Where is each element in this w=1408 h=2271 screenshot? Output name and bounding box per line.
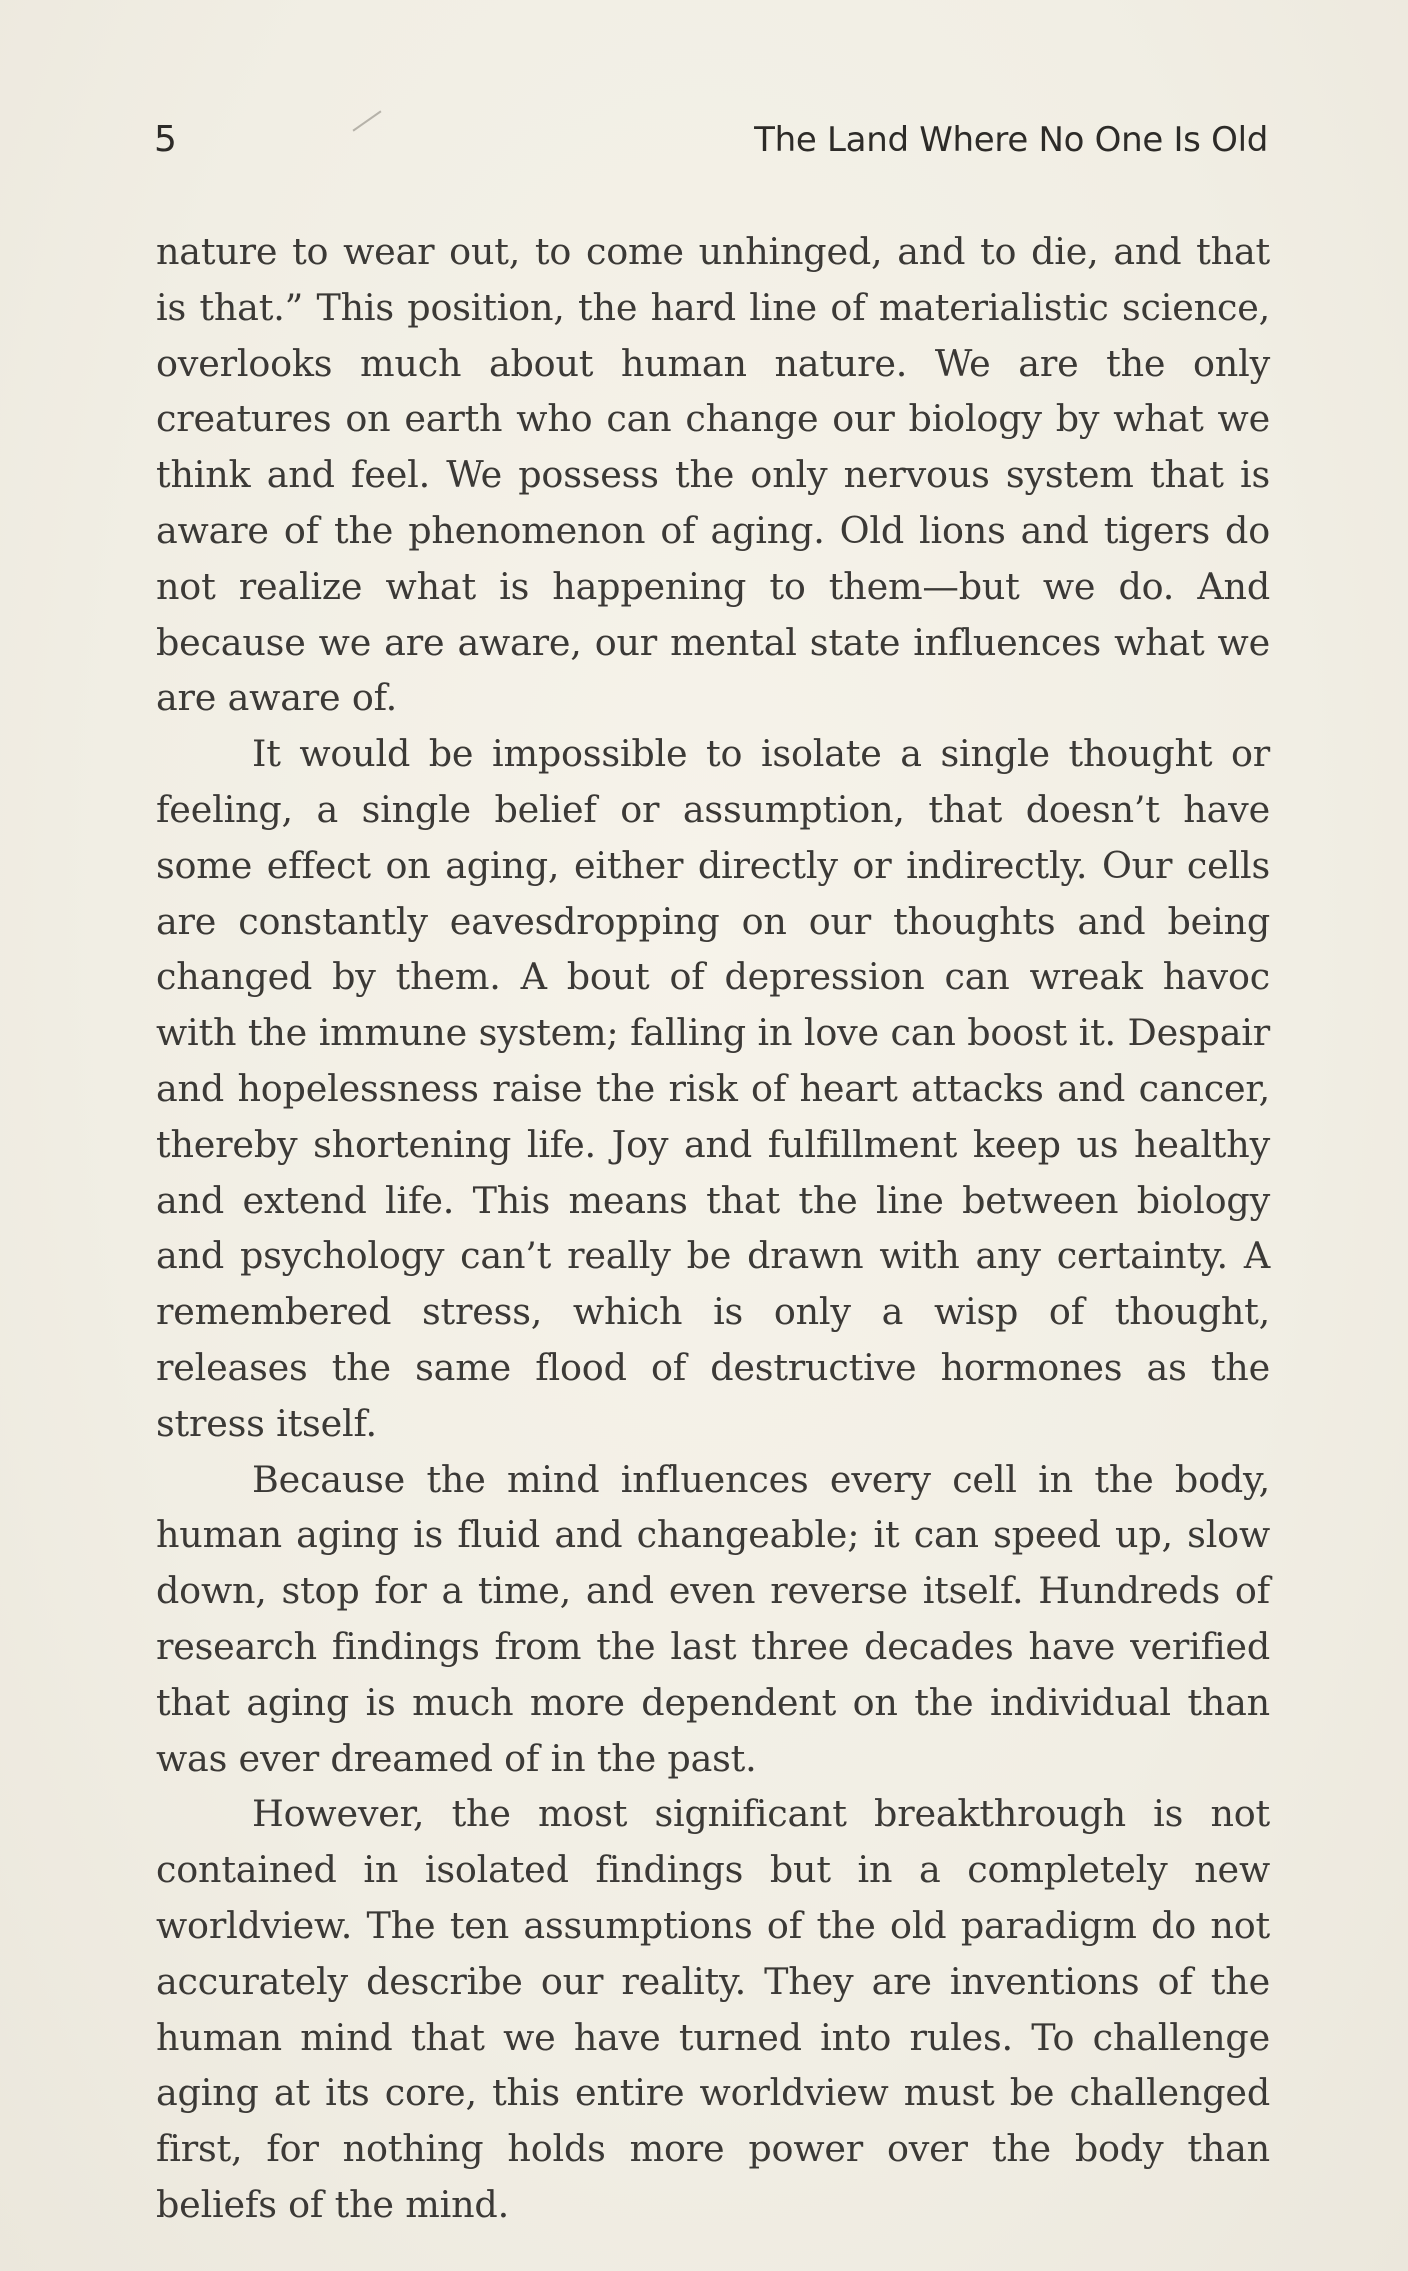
paragraph: nature to wear out, to come unhinged, and to die, and that is that.” This position, the hard line of materialistic science, overlooks much about human nature. We are the only creatures on earth who can change our biology by what we think and feel. We possess the only nervous system that is aware of the phenomenon of aging. Old lions and tigers do not realize what is happening to them—but we do. And because we are aware, our mental state influences what we are aware of.: [156, 230, 1270, 720]
page-number: 5: [154, 119, 177, 160]
page-header: [154, 110, 1268, 170]
running-head: The Land Where No One Is Old: [754, 120, 1268, 160]
paragraph: Because the mind influences every cell in the body, human aging is fluid and changeable; it can speed up, slow down, stop for a time, and even reverse itself. Hundreds of research findings from the last three decades have verified that aging is much more dependent on the individual than was ever dreamed of in the past.: [156, 1457, 1270, 1780]
paragraph: However, the most significant breakthrough is not contained in isolated findings but in a completely new worldview. The ten assumptions of the old paradigm do not accurately describe our reality. They are inventions of the human mind that we have turned into rules. To challenge aging at its core, this entire worldview must be challenged first, for nothing holds more power over the body than beliefs of the mind.: [156, 1792, 1270, 2226]
paragraph: It would be impossible to isolate a single thought or feeling, a single belief or assumption, that doesn’t have some effect on aging, either directly or indirectly. Our cells are constantly eavesdropping on our thoughts and being changed by them. A bout of depression can wreak havoc with the immune system; falling in love can boost it. Despair and hopelessness raise the risk of heart attacks and cancer, thereby shortening life. Joy and fulfillment keep us healthy and extend life. This means that the line between biology and psychology can’t really be drawn with any certainty. A remembered stress, which is only a wisp of thought, releases the same flood of destructive hormones as the stress itself.: [156, 732, 1270, 1445]
body-text: [156, 224, 1270, 2233]
